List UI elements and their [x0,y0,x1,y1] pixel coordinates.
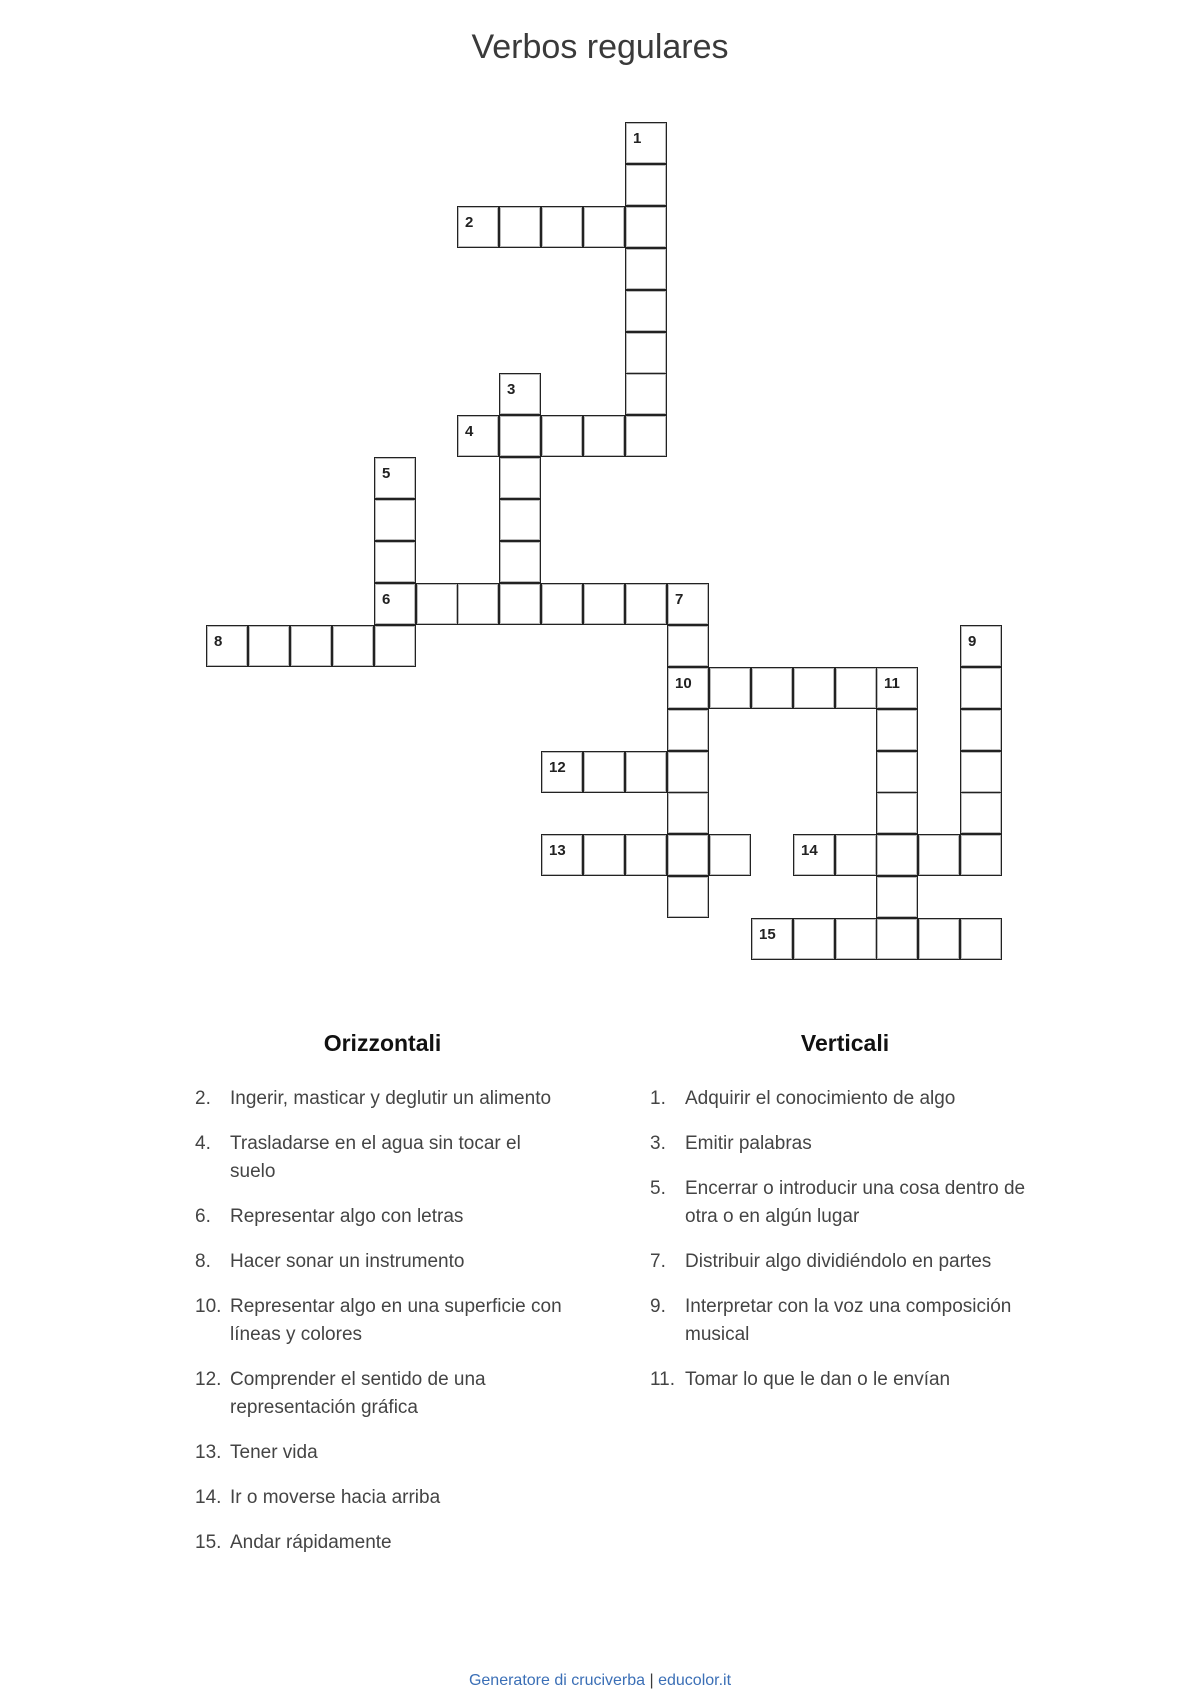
clue-text: Andar rápidamente [230,1532,392,1553]
crossword-cell[interactable] [583,415,625,457]
crossword-cell[interactable] [457,415,499,457]
across-clue [195,1085,570,1113]
across-heading: Orizzontali [323,1030,442,1056]
crossword-cell[interactable] [499,541,541,583]
down-clues-section [650,1030,1040,1411]
clue-text: Tener vida [230,1442,318,1463]
crossword-cell[interactable] [793,918,835,960]
crossword-cell[interactable] [541,206,583,248]
crossword-cell[interactable] [667,709,709,751]
cell-number: 4 [465,423,474,440]
crossword-cell[interactable] [876,667,918,709]
crossword-cell[interactable] [918,834,960,876]
crossword-cell[interactable] [876,918,918,960]
crossword-cell[interactable] [583,206,625,248]
clue-number: 12. [195,1369,222,1390]
across-clue [195,1248,570,1276]
clue-number: 5. [650,1178,666,1199]
clue-number: 9. [650,1296,666,1317]
crossword-cell[interactable] [374,541,416,583]
crossword-cell[interactable] [499,457,541,499]
crossword-cell[interactable] [667,834,709,876]
crossword-cell[interactable] [751,667,793,709]
crossword-cell[interactable] [625,122,667,164]
crossword-cell[interactable] [960,667,1002,709]
clue-text: Representar algo con letras [230,1206,464,1227]
cell-number: 12 [549,759,566,776]
clue-text: Ir o moverse hacia arriba [230,1487,441,1508]
crossword-cell[interactable] [960,834,1002,876]
crossword-cell[interactable] [499,583,541,625]
across-clue-list [195,1085,570,1557]
crossword-cell[interactable] [583,834,625,876]
crossword-cell[interactable] [206,625,248,667]
crossword-cell[interactable] [499,499,541,541]
crossword-cell[interactable] [960,751,1002,793]
crossword-cell[interactable] [541,583,583,625]
down-clue [650,1130,1040,1158]
crossword-cell[interactable] [374,583,416,625]
crossword-cell[interactable] [667,583,709,625]
clue-text: Ingerir, masticar y deglutir un alimento [230,1088,552,1109]
crossword-generator-link[interactable]: Generatore di cruciverba [468,1672,646,1689]
cell-number: 9 [968,633,977,650]
crossword-cell[interactable] [709,834,751,876]
across-clue [195,1484,570,1512]
crossword-cell[interactable] [625,206,667,248]
cell-number: 3 [507,381,516,398]
down-clue [650,1293,1040,1349]
crossword-cell[interactable] [667,751,709,793]
crossword-cell[interactable] [751,918,793,960]
crossword-cell[interactable] [625,751,667,793]
crossword-cell[interactable] [960,918,1002,960]
clue-number: 13. [195,1442,222,1463]
clue-text: Adquirir el conocimiento de algo [685,1088,956,1109]
crossword-cell[interactable] [248,625,290,667]
across-clue [195,1130,570,1186]
down-clue [650,1248,1040,1276]
clue-number: 2. [195,1088,211,1109]
crossword-cell[interactable] [625,415,667,457]
clue-text: Tomar lo que le dan o le envían [685,1369,951,1390]
crossword-cell[interactable] [835,667,877,709]
crossword-cell[interactable] [374,499,416,541]
clue-text: Interpretar con la voz una composición musical [685,1296,1012,1345]
crossword-cell[interactable] [793,834,835,876]
across-clue [195,1529,570,1557]
clue-text: Trasladarse en el agua sin tocar el suelo [230,1133,521,1182]
crossword-cell[interactable] [499,415,541,457]
clue-text: Hacer sonar un instrumento [230,1251,465,1272]
crossword-cell[interactable] [625,164,667,206]
crossword-cell[interactable] [416,583,458,625]
down-clue-list [650,1085,1040,1394]
cell-number: 1 [633,130,642,147]
cell-number: 13 [549,842,566,859]
down-clue [650,1366,1040,1394]
down-clue [650,1175,1040,1231]
crossword-cell[interactable] [541,834,583,876]
cell-number: 2 [465,214,474,231]
across-clue [195,1439,570,1467]
crossword-cell[interactable] [667,876,709,918]
crossword-cell[interactable] [625,290,667,332]
crossword-cell[interactable] [918,918,960,960]
clue-text: Encerrar o introducir una cosa dentro de otra o en algún lugar [685,1178,1026,1227]
crossword-cell[interactable] [583,751,625,793]
down-clue [650,1085,1040,1113]
crossword-cell[interactable] [625,373,667,415]
clue-number: 8. [195,1251,211,1272]
crossword-cell[interactable] [457,206,499,248]
clue-number: 4. [195,1133,211,1154]
crossword-cell[interactable] [709,667,751,709]
cell-number: 5 [382,465,391,482]
cell-number: 14 [801,842,818,859]
cell-number: 15 [759,926,776,943]
clue-text: Representar algo en una superficie con líneas y colores [230,1296,562,1345]
crossword-cell[interactable] [499,373,541,415]
page-title: Verbos regulares [471,28,729,66]
educolor-link[interactable]: educolor.it [658,1672,732,1689]
cell-number: 10 [675,675,692,692]
clue-number: 1. [650,1088,666,1109]
crossword-cell[interactable] [667,792,709,834]
crossword-cell[interactable] [374,625,416,667]
clue-number: 15. [195,1532,222,1553]
crossword-cell[interactable] [960,709,1002,751]
crossword-cell[interactable] [625,834,667,876]
crossword-cell[interactable] [960,792,1002,834]
cell-number: 8 [214,633,223,650]
crossword-cell[interactable] [876,792,918,834]
down-heading: Verticali [800,1030,890,1056]
clue-text: Distribuir algo dividiéndolo en partes [685,1251,992,1272]
crossword-cell[interactable] [290,625,332,667]
footer [0,1672,1200,1690]
clue-number: 10. [195,1296,222,1317]
across-clue [195,1366,570,1422]
crossword-cell[interactable] [541,751,583,793]
crossword-cell[interactable] [499,206,541,248]
crossword-cell[interactable] [876,834,918,876]
crossword-cell[interactable] [876,876,918,918]
crossword-cell[interactable] [835,834,877,876]
across-clue [195,1203,570,1231]
crossword-cell[interactable] [876,709,918,751]
cell-number: 11 [884,675,900,692]
across-clues-section [195,1030,570,1574]
crossword-cell[interactable] [667,625,709,667]
crossword-cell[interactable] [332,625,374,667]
crossword-cell[interactable] [541,415,583,457]
crossword-cell[interactable] [960,625,1002,667]
crossword-cell[interactable] [374,457,416,499]
across-clue [195,1293,570,1349]
footer-separator: | [649,1672,654,1689]
clue-number: 11. [650,1369,676,1390]
clue-number: 7. [650,1251,666,1272]
clue-text: Comprender el sentido de una representación gráfica [230,1369,486,1418]
cell-number: 6 [382,591,391,608]
crossword-cell[interactable] [583,583,625,625]
crossword-cell[interactable] [876,751,918,793]
clue-number: 3. [650,1133,666,1154]
clue-text: Emitir palabras [685,1133,812,1154]
crossword-cell[interactable] [457,583,499,625]
cell-number: 7 [675,591,684,608]
crossword-cell[interactable] [625,332,667,374]
crossword-cell[interactable] [625,583,667,625]
crossword-cell[interactable] [625,248,667,290]
crossword-cell[interactable] [793,667,835,709]
clue-number: 14. [195,1487,222,1508]
clue-number: 6. [195,1206,211,1227]
crossword-cell[interactable] [667,667,709,709]
crossword-cell[interactable] [835,918,877,960]
